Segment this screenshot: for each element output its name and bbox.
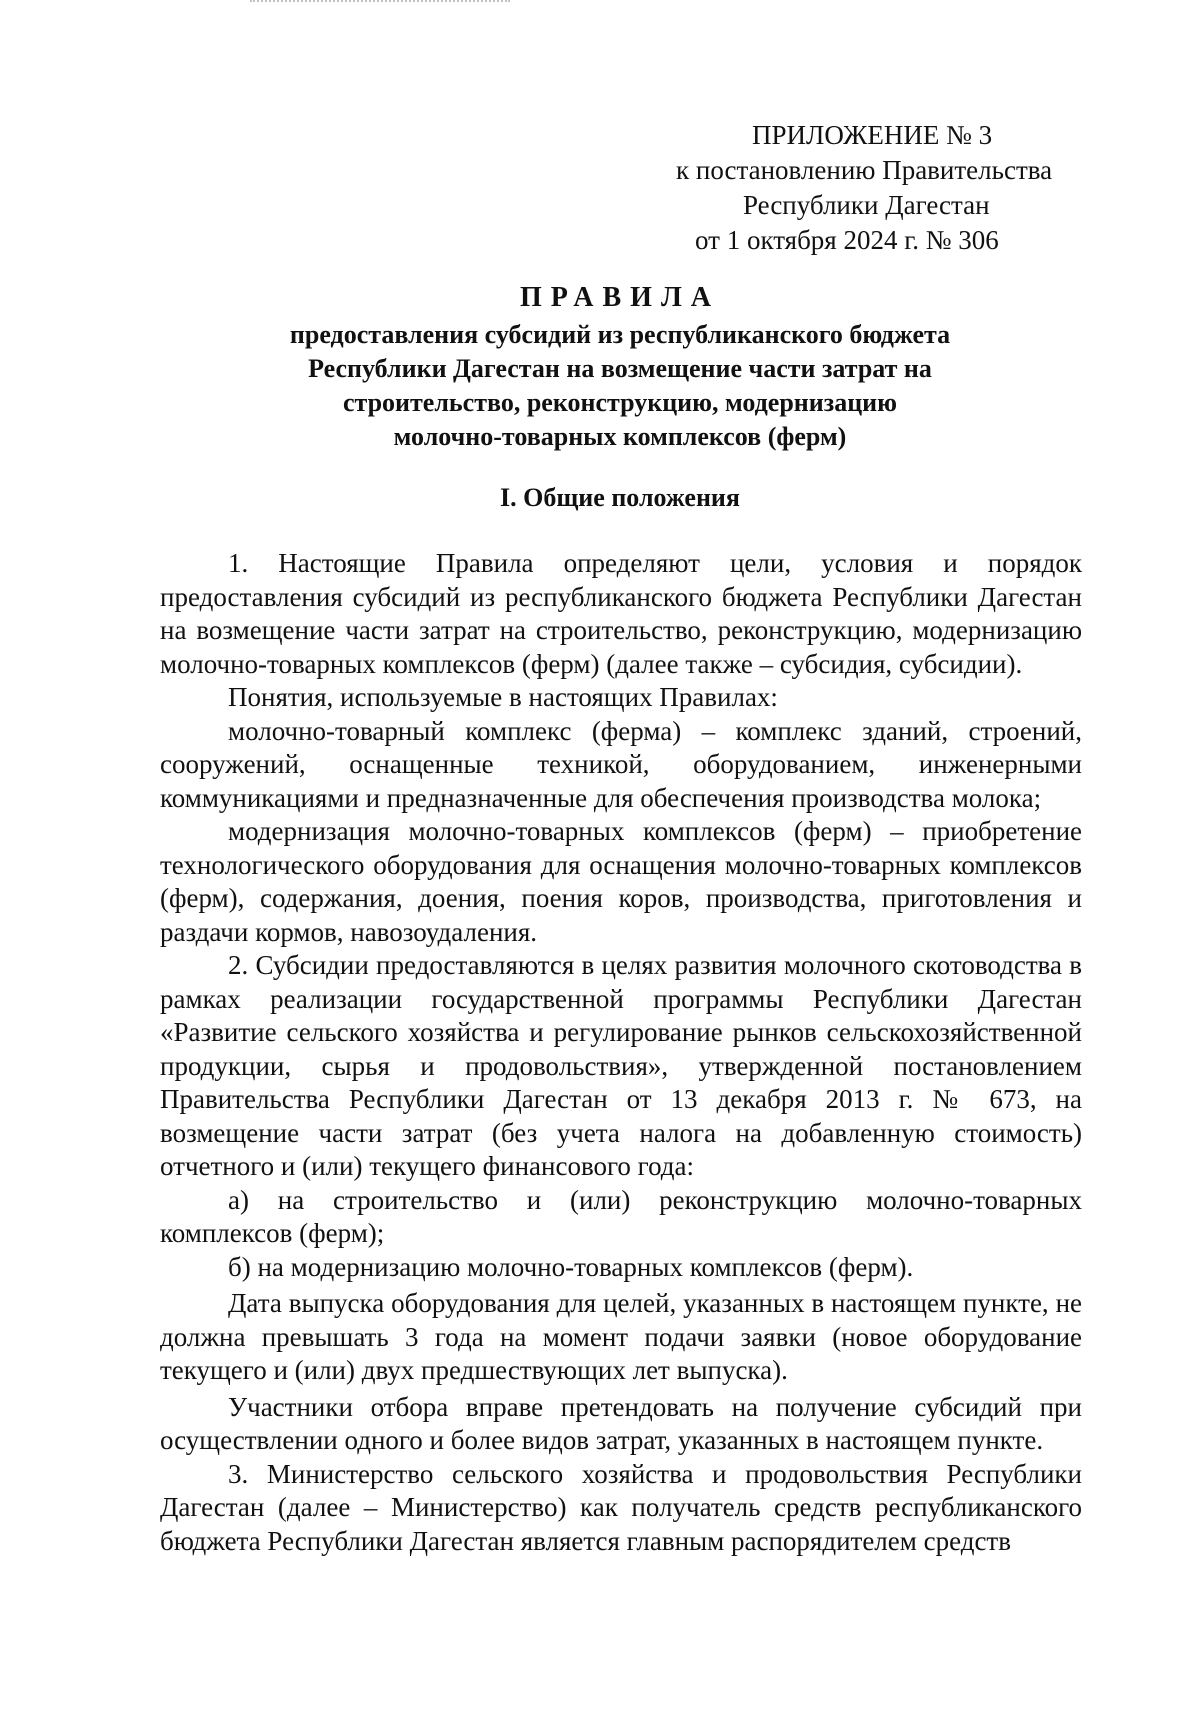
annex-number: ПРИЛОЖЕНИЕ № 3	[752, 120, 993, 150]
title-line-3: строительство, реконструкцию, модернизацию	[342, 388, 898, 417]
paragraph-term-modernization: модернизация молочно-товарных комплексов (ферм) – приобретение технологического оборудования для оснащения молочно-товарных комплексов (ферм), содержания, доения, поения коров, производства, приготовления и раздачи кормов, навозоудаления.	[160, 816, 1082, 947]
paragraph-2: 2. Субсидии предоставляются в целях развития молочного скотоводства в рамках реализации государственной программы Республики Дагестан «Развитие сельского хозяйства и регулирование рынков сельскохозяйственной продукции, сырья и продовольствия», утвержденной постановлением Правительства Республики Дагестан от 13 декабря 2013 г. № 673, на возмещение части затрат (без учета налога на добавленную стоимость) отчетного и (или) текущего финансового года:	[160, 950, 1082, 1181]
section-heading: I. Общие положения	[500, 483, 740, 512]
paragraph-3: 3. Министерство сельского хозяйства и продовольствия Республики Дагестан (далее – Министерство) как получатель средств республиканского бюджета Республики Дагестан является главным распорядителем средств	[160, 1458, 1082, 1556]
paragraph-2-a: а) на строительство и (или) реконструкцию молочно-товарных комплексов (ферм);	[160, 1184, 1082, 1248]
paragraph-terms-intro: Понятия, используемые в настоящих Правилах:	[228, 682, 778, 712]
title-line-2: Республики Дагестан на возмещение части затрат на	[308, 354, 932, 383]
paragraph-equipment-date: Дата выпуска оборудования для целей, указанных в настоящем пункте, не должна превышать 3 года на момент подачи заявки (новое оборудование текущего и (или) двух предшествующих лет выпуска).	[160, 1288, 1082, 1385]
document-title	[160, 280, 1080, 454]
paragraph-1: 1. Настоящие Правила определяют цели, условия и порядок предоставления субсидий из республиканского бюджета Республики Дагестан на возмещение части затрат на строительство, реконструкцию, модернизацию молочно-товарных комплексов (ферм) (далее также – субсидия, субсидии).	[160, 548, 1082, 679]
annex-header	[640, 118, 1080, 258]
paragraph-term-complex: молочно-товарный комплекс (ферма) – комплекс зданий, строений, сооружений, оснащенные техникой, оборудованием, инженерными коммуникациями и предназначенные для обеспечения производства молока;	[160, 715, 1082, 813]
annex-decree-ref: к постановлению Правительства	[676, 155, 1053, 185]
paragraph-participants: Участники отбора вправе претендовать на получение субсидий при осуществлении одного и более видов затрат, указанных в настоящем пункте.	[160, 1391, 1082, 1455]
annex-date-number: от 1 октября 2024 г. № 306	[695, 225, 999, 255]
document-body	[160, 547, 1082, 1558]
scan-artifact	[250, 0, 510, 8]
title-line-1: предоставления субсидий из республиканского бюджета	[289, 320, 951, 349]
title-line-4: молочно-товарных комплексов (ферм)	[393, 422, 847, 451]
title-main: ПРАВИЛА	[519, 282, 721, 313]
annex-republic: Республики Дагестан	[743, 190, 990, 220]
paragraph-2-b: б) на модернизацию молочно-товарных комплексов (ферм).	[228, 1251, 914, 1282]
